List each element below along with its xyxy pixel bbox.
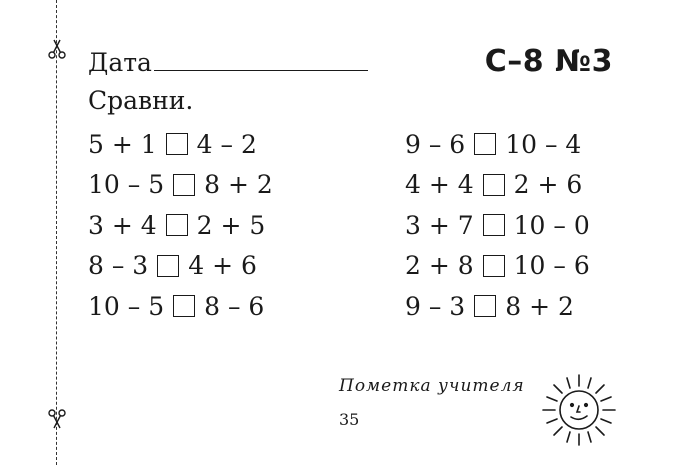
scissors-icon (46, 408, 68, 430)
comparison-box[interactable] (173, 295, 195, 317)
exercise-rhs: 8 + 2 (204, 170, 273, 200)
comparison-box[interactable] (483, 174, 505, 196)
exercise-row (405, 205, 590, 246)
scissors-icon (46, 38, 68, 60)
exercise-row (405, 165, 590, 206)
exercise-column-right (405, 124, 590, 327)
teacher-note-label: Пометка учителя (339, 376, 525, 396)
exercise-rhs: 10 – 6 (513, 251, 590, 281)
cut-line (56, 0, 57, 465)
exercise-row (405, 124, 590, 165)
exercise-row (88, 286, 273, 327)
exercise-row (88, 246, 273, 287)
comparison-box[interactable] (474, 295, 496, 317)
comparison-box[interactable] (173, 174, 195, 196)
date-field (88, 48, 368, 77)
exercise-rhs: 10 – 0 (513, 210, 590, 240)
exercise-lhs: 9 – 6 (405, 129, 466, 159)
comparison-box[interactable] (157, 255, 179, 277)
comparison-box[interactable] (166, 214, 188, 236)
exercise-row (405, 246, 590, 287)
sun-icon (540, 372, 618, 448)
exercise-rhs: 2 + 6 (513, 170, 583, 200)
exercise-row (88, 165, 273, 206)
exercise-rhs: 8 – 6 (204, 291, 265, 321)
exercise-lhs: 2 + 8 (405, 251, 474, 281)
exercise-rhs: 2 + 5 (196, 210, 266, 240)
exercise-lhs: 5 + 1 (88, 129, 157, 159)
date-label: Дата (88, 48, 152, 77)
exercise-rhs: 4 – 2 (196, 129, 257, 159)
exercise-lhs: 3 + 7 (405, 210, 474, 240)
worksheet-code: С–8 №3 (484, 44, 613, 79)
exercise-lhs: 9 – 3 (405, 291, 466, 321)
page-number: 35 (339, 410, 360, 429)
exercise-rhs: 4 + 6 (188, 251, 257, 281)
comparison-box[interactable] (474, 133, 496, 155)
exercise-lhs: 10 – 5 (88, 291, 165, 321)
comparison-box[interactable] (166, 133, 188, 155)
exercise-lhs: 8 – 3 (88, 251, 149, 281)
instruction: Сравни. (88, 86, 194, 115)
exercise-row (88, 124, 273, 165)
exercise-lhs: 3 + 4 (88, 210, 157, 240)
exercise-column-left (88, 124, 273, 327)
exercise-lhs: 4 + 4 (405, 170, 474, 200)
exercise-rhs: 8 + 2 (505, 291, 574, 321)
date-input-line[interactable] (154, 48, 368, 71)
comparison-box[interactable] (483, 255, 505, 277)
exercise-lhs: 10 – 5 (88, 170, 165, 200)
comparison-box[interactable] (483, 214, 505, 236)
exercise-row (405, 286, 590, 327)
exercise-rhs: 10 – 4 (505, 129, 582, 159)
exercise-row (88, 205, 273, 246)
